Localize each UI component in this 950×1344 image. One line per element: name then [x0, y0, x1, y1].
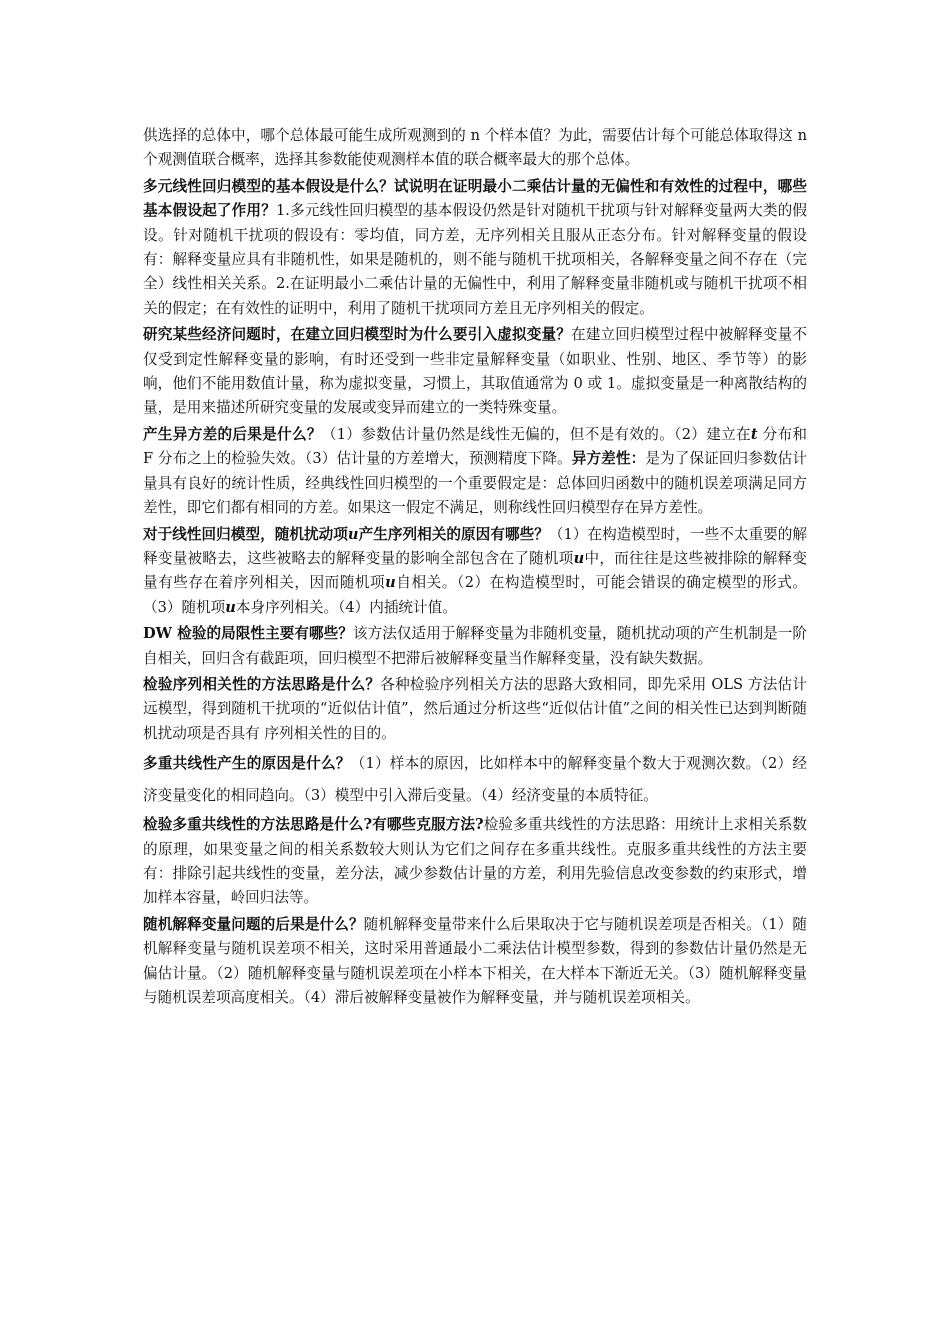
question-heading: 多重共线性产生的原因是什么？ [143, 755, 351, 773]
paragraph-dummy [143, 323, 807, 421]
answer-text: 各种检验序列相关方法的思路大致相同，即先采用 OLS 方法估计远模型，得到随机干扰项的“近似估计值”，然后通过分析这些“近似估计值”之间的相关性已达到判断随机扰动项是否具有 序列相关性的目的。 [143, 675, 807, 742]
paragraph-assumptions [143, 175, 807, 321]
term-heading: 异方差性： [571, 450, 646, 468]
paragraph-dw [143, 622, 807, 671]
answer-text: 检验多重共线性的方法思路：用统计上求相关系数的原理，如果变量之间的相关系数较大则认为它们之间存在多重共线性。克服多重共线性的方法主要有：排除引起共线性的变量，差分法，减少参数估计量的方差，利用先验信息改变参数的约束形式，增加样本容量，岭回归法等。 [143, 816, 807, 907]
paragraph-mle [143, 124, 807, 173]
question-heading: DW 检验的局限性主要有哪些？ [143, 625, 353, 643]
answer-text: 自相关。（2）在构造模型时，可能会错误的确定模型的形式。（3）随机项 [143, 574, 807, 616]
answer-text: （1）参数估计量仍然是线性无偏的，但不是有效的。（2）建立在 [321, 425, 751, 443]
paragraph-multicol-test [143, 813, 807, 911]
paragraph-text: 供选择的总体中，哪个总体最可能生成所观测到的 n 个样本值？为此，需要估计每个可能总体取得这 n 个观测值联合概率，选择其参数能使观测样本值的联合概率最大的那个总体。 [143, 127, 807, 169]
paragraph-multicol-cause [143, 748, 807, 811]
answer-text: 是为了保证回归参数估计量具有良好的统计性质，经典线性回归模型的一个重要假定是：总体回归函数中的随机误差项满足同方差性，即它们都有相同的方差。如果这一假定不满足，则称线性回归模型存在异方差性。 [143, 450, 807, 517]
document-page [143, 124, 807, 1010]
question-heading: 产生异方差的后果是什么？ [143, 425, 322, 443]
question-heading: 研究某些经济问题时，在建立回归模型时为什么要引入虚拟变量？ [143, 326, 571, 344]
paragraph-autocorr-cause [143, 523, 807, 621]
paragraph-random-regressor [143, 913, 807, 1011]
math-symbol-u: u [347, 525, 359, 543]
answer-text: 该方法仅适用于解释变量为非随机变量，随机扰动项的产生机制是一阶自相关，回归含有截距项，回归模型不把滞后被解释变量当作解释变量，没有缺失数据。 [143, 625, 807, 667]
question-heading: 检验多重共线性的方法思路是什么?有哪些克服方法? [143, 816, 484, 834]
paragraph-hetero [143, 423, 807, 521]
question-heading: 对于线性回归模型，随机扰动项 [143, 525, 348, 543]
answer-text: （1）样本的原因，比如样本中的解释变量个数大于观测次数。（2）经济变量变化的相同趋向。（3）模型中引入滞后变量。（4）经济变量的本质特征。 [143, 755, 807, 804]
answer-text: （1）在构造模型时，一些不太重要的解释变量被略去，这些被略去的解释变量的影响全部包含在了随机项 [143, 525, 807, 567]
math-symbol-u: u [225, 598, 236, 616]
answer-text: 在建立回归模型过程中被解释变量不仅受到定性解释变量的影响，有时还受到一些非定量解释变量（如职业、性别、地区、季节等）的影响，他们不能用数值计量，称为虚拟变量，习惯上，其取值通常为 0 或 1。虚拟变量是一种离散结构的量，是用来描述所研究变量的发展或变异而建立的一类特殊变量。 [143, 326, 807, 417]
math-symbol-t: t [750, 425, 758, 443]
math-symbol-u: u [385, 574, 396, 592]
question-heading: 多元线性回归模型的基本假设是什么？试说明在证明最小二乘估计量的无偏性和有效性的过程中，哪些基本假设起了作用？ [143, 177, 807, 220]
answer-text: 本身序列相关。（4）内插统计值。 [235, 598, 457, 616]
math-symbol-u: u [573, 549, 585, 567]
answer-text: 随机解释变量带来什么后果取决于它与随机误差项是否相关。（1）随机解释变量与随机误差项不相关，这时采用普通最小二乘法估计模型参数，得到的参数估计量仍然是无偏估计量。（2）随机解释变量与随机误差项在小样本下相关，在大样本下渐近无关。（3）随机解释变量与随机误差项高度相关。（4）滞后被解释变量被作为解释变量，并与随机误差项相关。 [143, 915, 807, 1006]
question-heading: 随机解释变量问题的后果是什么？ [143, 915, 364, 933]
question-heading: 产生序列相关的原因有哪些？ [358, 525, 549, 543]
question-heading: 检验序列相关性的方法思路是什么？ [143, 675, 381, 693]
answer-text: 分布和 F 分布之上的检验失效。（3）估计量的方差增大，预测精度下降。 [143, 425, 807, 468]
answer-text: 1.多元线性回归模型的基本假设仍然是针对随机干扰项与针对解释变量两大类的假设。针对随机干扰项的假设有：零均值，同方差，无序列相关且服从正态分布。针对解释变量的假设有：解释变量应具有非随机性，如果是随机的，则不能与随机干扰项相关，各解释变量之间不存在（完全）线性相关关系。2.在证明最小二乘估计量的无偏性中，利用了解释变量非随机或与随机干扰项不相关的假定；在有效性的证明中，利用了随机干扰项同方差且无序列相关的假定。 [143, 202, 807, 317]
answer-text: 中，而往往是这些被排除的解释变量有些存在着序列相关，因而随机项 [143, 549, 807, 592]
paragraph-autocorr-test [143, 673, 807, 746]
